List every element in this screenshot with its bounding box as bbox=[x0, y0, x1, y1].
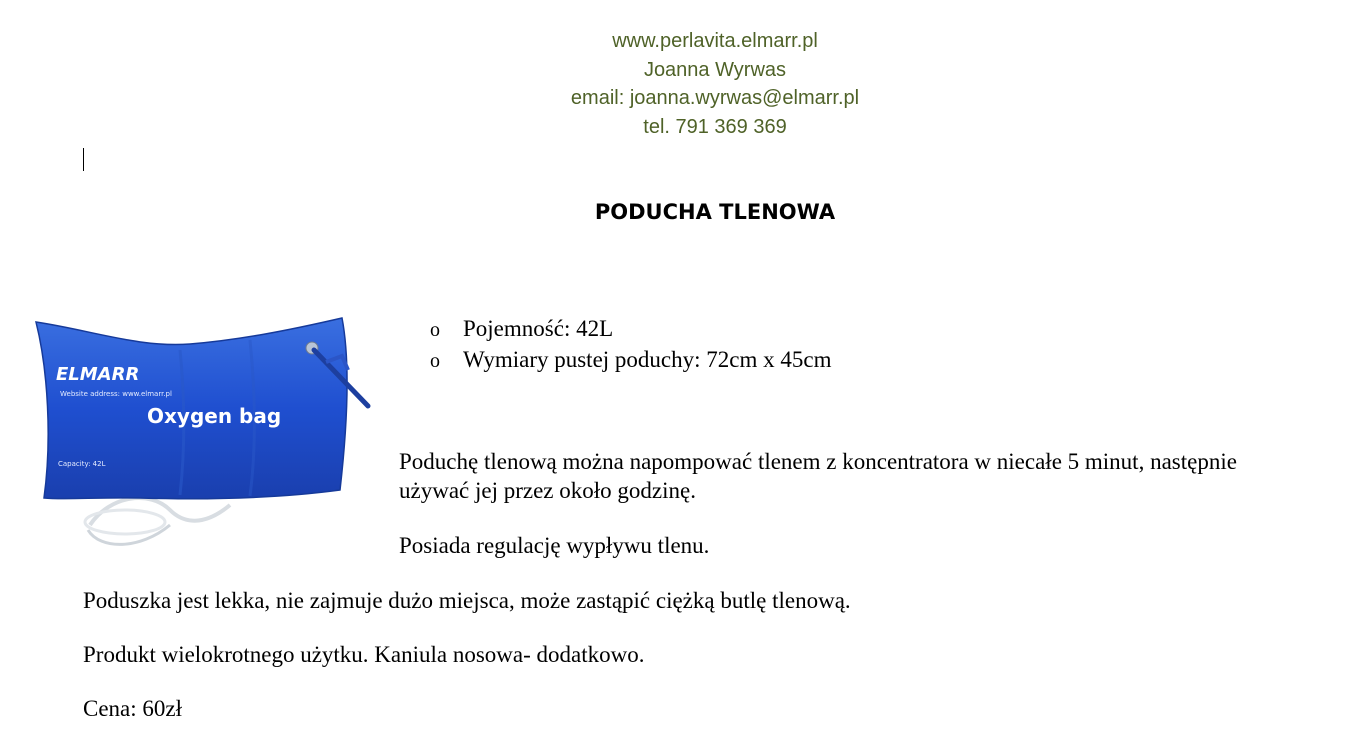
bag-address-text: Website address: www.elmarr.pl bbox=[60, 390, 172, 398]
document-title: PODUCHA TLENOWA bbox=[594, 200, 836, 224]
spec-dimensions: Wymiary pustej poduchy: 72cm x 45cm bbox=[463, 347, 832, 372]
paragraph-3: Poduszka jest lekka, nie zajmuje dużo miejsca, może zastąpić ciężką butlę tlenową. bbox=[83, 588, 851, 613]
contact-name: Joanna Wyrwas bbox=[643, 58, 787, 81]
contact-phone: tel. 791 369 369 bbox=[643, 116, 787, 139]
contact-block bbox=[0, 27, 1363, 142]
bag-brand-text: ELMARR bbox=[56, 364, 140, 385]
text-cursor bbox=[83, 148, 84, 171]
bullet-marker: o bbox=[430, 350, 440, 372]
paragraph-1-line-1: Poduchę tlenową można napompować tlenem z koncentratora w niecałe 5 minut, następnie bbox=[399, 449, 1237, 474]
contact-email[interactable]: email: joanna.wyrwas@elmarr.pl bbox=[570, 87, 860, 110]
website-link[interactable]: www.perlavita.elmarr.pl bbox=[612, 30, 818, 52]
list-item bbox=[430, 314, 831, 345]
spec-capacity: Pojemność: 42L bbox=[463, 316, 614, 341]
paragraph-2: Posiada regulację wypływu tlenu. bbox=[399, 533, 710, 558]
price-line: Cena: 60zł bbox=[83, 696, 182, 721]
spec-list bbox=[430, 314, 831, 376]
bag-capacity-text: Capacity: 42L bbox=[58, 460, 106, 468]
paragraph-1-line-2: używać jej przez około godzinę. bbox=[399, 478, 696, 503]
list-item bbox=[430, 345, 831, 376]
oxygen-bag-image bbox=[30, 300, 375, 562]
paragraph-4: Produkt wielokrotnego użytku. Kaniula nosowa- dodatkowo. bbox=[83, 642, 645, 667]
bullet-marker: o bbox=[430, 319, 440, 341]
bag-label-text: Oxygen bag bbox=[147, 404, 282, 428]
